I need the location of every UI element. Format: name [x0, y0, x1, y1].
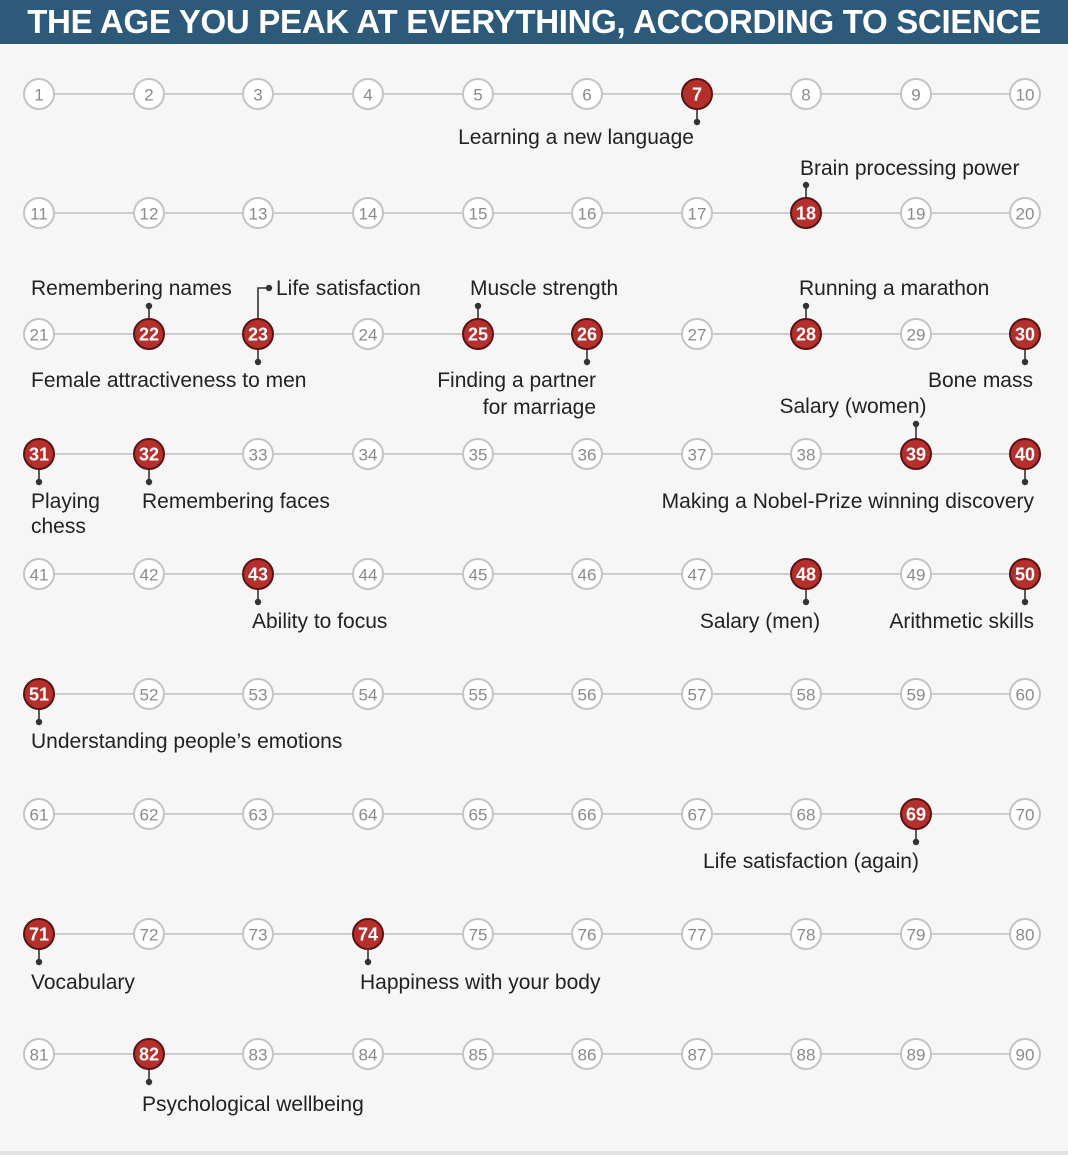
leader-dot [365, 959, 371, 965]
age-number: 56 [577, 685, 597, 705]
age-number: 19 [906, 204, 926, 224]
peak-age-node [901, 799, 931, 829]
label-remembering-faces: Remembering faces [142, 490, 330, 513]
age-number: 18 [795, 203, 817, 224]
age-number: 55 [468, 685, 488, 705]
peak-age-node [24, 919, 54, 949]
label-vocabulary: Vocabulary [31, 971, 135, 994]
peak-age-node [243, 319, 273, 349]
age-number: 62 [139, 805, 159, 825]
age-number: 6 [582, 85, 592, 105]
age-node [682, 439, 712, 469]
peak-age-node [1010, 319, 1040, 349]
label-finding-partner-line2: for marriage [482, 396, 596, 419]
peak-age-node [24, 679, 54, 709]
age-node [353, 439, 383, 469]
age-node [463, 559, 493, 589]
age-number: 16 [577, 204, 597, 224]
label-muscle-strength: Muscle strength [470, 277, 619, 300]
age-number: 77 [687, 925, 707, 945]
age-number: 9 [911, 85, 921, 105]
age-number: 27 [687, 325, 707, 345]
age-node [572, 439, 602, 469]
leader-dot [913, 421, 919, 427]
age-number: 80 [1015, 925, 1035, 945]
age-node [24, 198, 54, 228]
age-node [572, 79, 602, 109]
age-number: 10 [1015, 85, 1035, 105]
age-node [353, 79, 383, 109]
age-node [243, 799, 273, 829]
age-number: 87 [687, 1045, 707, 1065]
age-number: 14 [358, 204, 378, 224]
peak-age-node [791, 319, 821, 349]
peak-age-node [134, 439, 164, 469]
age-number: 73 [248, 925, 268, 945]
peak-age-node [1010, 439, 1040, 469]
age-number: 25 [467, 324, 489, 345]
age-node [791, 439, 821, 469]
age-number: 31 [28, 444, 50, 465]
age-node [243, 79, 273, 109]
age-number: 61 [29, 805, 49, 825]
age-number: 23 [247, 324, 269, 345]
age-node [463, 919, 493, 949]
age-number: 67 [687, 805, 707, 825]
age-node [463, 198, 493, 228]
peak-age-node [24, 439, 54, 469]
age-number: 5 [473, 85, 483, 105]
age-number: 1 [34, 85, 44, 105]
age-number: 78 [796, 925, 816, 945]
age-node [901, 679, 931, 709]
age-node [243, 439, 273, 469]
age-node [243, 1039, 273, 1069]
age-number: 24 [358, 325, 378, 345]
age-node [682, 919, 712, 949]
age-node [901, 919, 931, 949]
leader-dot [36, 959, 42, 965]
age-number: 76 [577, 925, 597, 945]
leader-dot [803, 182, 809, 188]
age-node [572, 198, 602, 228]
age-number: 41 [29, 565, 49, 585]
age-node [901, 559, 931, 589]
age-number: 30 [1014, 324, 1036, 345]
leader-dot [1022, 599, 1028, 605]
leader-dot [584, 359, 590, 365]
age-number: 79 [906, 925, 926, 945]
age-number: 82 [138, 1044, 160, 1065]
age-number: 22 [138, 324, 160, 345]
page-title: THE AGE YOU PEAK AT EVERYTHING, ACCORDING TO SCIENCE [0, 0, 1068, 44]
leader-dot [803, 599, 809, 605]
age-node [134, 679, 164, 709]
label-psychological-wellbeing: Psychological wellbeing [142, 1093, 364, 1116]
leader-dot [36, 719, 42, 725]
age-number: 2 [144, 85, 154, 105]
age-node [134, 559, 164, 589]
age-number: 52 [139, 685, 159, 705]
age-number: 85 [468, 1045, 488, 1065]
age-node [791, 679, 821, 709]
age-number: 65 [468, 805, 488, 825]
age-number: 12 [139, 204, 159, 224]
age-node [1010, 679, 1040, 709]
age-number: 81 [29, 1045, 49, 1065]
age-node [1010, 919, 1040, 949]
leader-dot [255, 599, 261, 605]
age-number: 84 [358, 1045, 378, 1065]
leader-dot [475, 303, 481, 309]
age-number: 46 [577, 565, 597, 585]
age-number: 3 [253, 85, 263, 105]
leader-dot [266, 285, 272, 291]
leader-dot [803, 303, 809, 309]
age-number: 66 [577, 805, 597, 825]
peak-age-node [572, 319, 602, 349]
age-node [791, 1039, 821, 1069]
age-number: 36 [577, 445, 597, 465]
age-number: 37 [687, 445, 707, 465]
age-node [24, 79, 54, 109]
age-node [134, 799, 164, 829]
peak-age-node [791, 559, 821, 589]
label-life-satisfaction: Life satisfaction [276, 277, 421, 300]
peak-age-node [901, 439, 931, 469]
age-number: 90 [1015, 1045, 1035, 1065]
age-number: 13 [248, 204, 268, 224]
age-number: 15 [468, 204, 488, 224]
leader-dot [1022, 479, 1028, 485]
age-node [1010, 198, 1040, 228]
age-number: 57 [687, 685, 707, 705]
age-number: 58 [796, 685, 816, 705]
age-number: 32 [138, 444, 160, 465]
peak-age-node [353, 919, 383, 949]
age-node [682, 799, 712, 829]
age-number: 42 [139, 565, 159, 585]
age-number: 35 [468, 445, 488, 465]
leader-dot [1022, 359, 1028, 365]
age-node [353, 799, 383, 829]
age-number: 28 [795, 324, 817, 345]
label-nobel-prize: Making a Nobel-Prize winning discovery [661, 490, 1034, 513]
leader-dot [146, 479, 152, 485]
age-node [1010, 79, 1040, 109]
age-node [243, 919, 273, 949]
age-number: 68 [796, 805, 816, 825]
label-learning-language: Learning a new language [458, 126, 694, 149]
age-number: 33 [248, 445, 268, 465]
peak-age-node [1010, 559, 1040, 589]
age-number: 8 [801, 85, 811, 105]
label-life-satisfaction-again: Life satisfaction (again) [703, 850, 919, 873]
age-node [572, 559, 602, 589]
age-number: 44 [358, 565, 378, 585]
age-node [24, 319, 54, 349]
age-node [682, 679, 712, 709]
peak-age-node [243, 559, 273, 589]
peak-age-node [791, 198, 821, 228]
age-node [134, 919, 164, 949]
peak-age-node [134, 1039, 164, 1069]
age-number: 50 [1014, 564, 1036, 585]
label-playing-chess-line2: chess [31, 515, 86, 538]
age-number: 54 [358, 685, 378, 705]
age-node [1010, 799, 1040, 829]
age-number: 53 [248, 685, 268, 705]
age-node [572, 679, 602, 709]
label-finding-partner-line1: Finding a partner [437, 369, 596, 392]
age-number: 74 [357, 924, 379, 945]
age-number: 86 [577, 1045, 597, 1065]
age-node [24, 1039, 54, 1069]
peak-age-node [463, 319, 493, 349]
age-node [463, 439, 493, 469]
age-number: 17 [687, 204, 707, 224]
age-node [682, 319, 712, 349]
age-node [24, 799, 54, 829]
age-number: 29 [906, 325, 926, 345]
age-number: 39 [905, 444, 927, 465]
leader-dot [146, 1079, 152, 1085]
age-node [901, 1039, 931, 1069]
age-number: 75 [468, 925, 488, 945]
age-node [243, 679, 273, 709]
age-number: 49 [906, 565, 926, 585]
age-number: 51 [28, 684, 50, 705]
age-node [572, 919, 602, 949]
age-node [353, 198, 383, 228]
age-number: 34 [358, 445, 378, 465]
age-number: 64 [358, 805, 378, 825]
label-ability-focus: Ability to focus [252, 610, 388, 633]
age-number: 59 [906, 685, 926, 705]
leader-dot [36, 479, 42, 485]
age-node [24, 559, 54, 589]
label-bone-mass: Bone mass [927, 369, 1033, 392]
leader-dot [146, 303, 152, 309]
age-node [1010, 1039, 1040, 1069]
age-number: 38 [796, 445, 816, 465]
age-number: 45 [468, 565, 488, 585]
label-arithmetic: Arithmetic skills [889, 610, 1034, 633]
age-node [463, 799, 493, 829]
label-understanding-emotions: Understanding people’s emotions [31, 730, 343, 753]
age-node [791, 919, 821, 949]
age-node [572, 799, 602, 829]
age-node [463, 679, 493, 709]
leader-dot [913, 839, 919, 845]
age-node [353, 319, 383, 349]
age-node [791, 79, 821, 109]
age-node [901, 319, 931, 349]
age-number: 71 [28, 924, 50, 945]
label-remembering-names: Remembering names [31, 277, 232, 300]
age-number: 47 [687, 565, 707, 585]
age-node [353, 679, 383, 709]
age-node [682, 1039, 712, 1069]
age-node [682, 559, 712, 589]
age-node [134, 79, 164, 109]
age-node [901, 198, 931, 228]
age-node [353, 1039, 383, 1069]
age-number: 48 [795, 564, 817, 585]
age-number: 4 [363, 85, 373, 105]
age-number: 72 [139, 925, 159, 945]
age-number: 26 [576, 324, 598, 345]
age-number: 69 [905, 804, 927, 825]
age-number: 89 [906, 1045, 926, 1065]
label-female-attractiveness: Female attractiveness to men [31, 369, 307, 392]
leader-dot [255, 359, 261, 365]
age-number: 63 [248, 805, 268, 825]
age-number: 83 [248, 1045, 268, 1065]
label-salary-men: Salary (men) [699, 610, 821, 633]
age-node [243, 198, 273, 228]
age-node [791, 799, 821, 829]
age-node [572, 1039, 602, 1069]
age-node [901, 79, 931, 109]
label-running-marathon: Running a marathon [799, 277, 990, 300]
leader-bracket [258, 288, 268, 319]
age-number: 60 [1015, 685, 1035, 705]
age-number: 43 [247, 564, 269, 585]
age-number: 70 [1015, 805, 1035, 825]
age-number: 7 [691, 84, 703, 105]
age-number: 11 [30, 204, 48, 224]
age-node [134, 198, 164, 228]
peak-age-node [134, 319, 164, 349]
label-salary-women: Salary (women) [779, 395, 927, 418]
peak-age-node [682, 79, 712, 109]
label-brain-processing: Brain processing power [800, 157, 1020, 180]
age-number: 88 [796, 1045, 816, 1065]
age-number: 21 [29, 325, 49, 345]
age-node [682, 198, 712, 228]
label-playing-chess-line1: Playing [31, 490, 100, 513]
age-number: 40 [1014, 444, 1036, 465]
age-node [463, 79, 493, 109]
age-node [463, 1039, 493, 1069]
age-number: 20 [1015, 204, 1035, 224]
label-happiness-body: Happiness with your body [360, 971, 601, 994]
age-node [353, 559, 383, 589]
bottom-rule [0, 1151, 1068, 1155]
